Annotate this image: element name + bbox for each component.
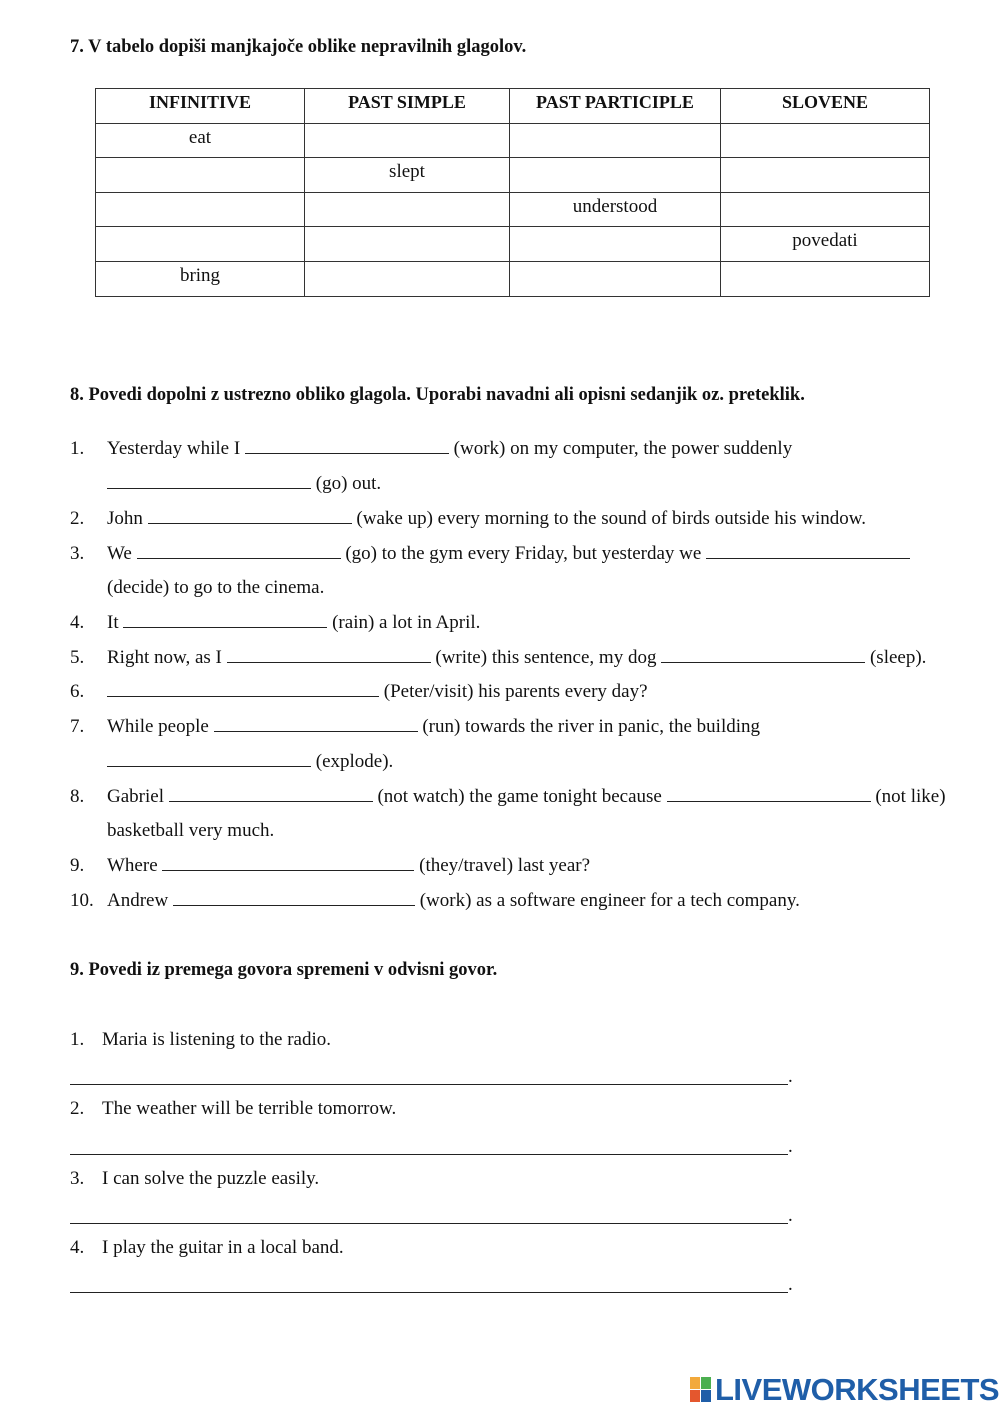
list-item xyxy=(107,786,946,808)
answer-blank[interactable] xyxy=(107,752,311,767)
table-cell-blank[interactable] xyxy=(721,123,930,158)
logo-text: LIVEWORKSHEETS xyxy=(715,1372,1000,1407)
end-period: . xyxy=(788,1066,793,1087)
item-number: 9. xyxy=(70,855,85,876)
list-item xyxy=(107,508,866,530)
column-header-past-participle: PAST PARTICIPLE xyxy=(510,89,721,124)
list-item xyxy=(107,543,910,565)
answer-line[interactable] xyxy=(70,1223,788,1224)
table-cell-blank[interactable] xyxy=(96,192,305,227)
table-cell-blank[interactable] xyxy=(721,261,930,296)
list-item-continuation xyxy=(107,577,324,599)
sentence-prompt: The weather will be terrible tomorrow. xyxy=(102,1098,397,1119)
item-text: (run) towards the river in panic, the building xyxy=(422,716,761,737)
list-item xyxy=(107,681,648,703)
answer-blank[interactable] xyxy=(169,787,373,802)
list-item-continuation xyxy=(107,751,393,773)
item-number: 4. xyxy=(70,612,85,633)
table-cell-blank[interactable] xyxy=(510,261,721,296)
column-header-slovene: SLOVENE xyxy=(721,89,930,124)
item-text: basketball very much. xyxy=(107,820,275,841)
list-item-continuation xyxy=(107,473,381,495)
list-item-continuation xyxy=(107,820,274,842)
item-text: (write) this sentence, my dog xyxy=(435,647,657,668)
table-header-row xyxy=(96,89,930,124)
item-number: 3. xyxy=(70,1168,85,1189)
answer-blank[interactable] xyxy=(214,717,418,732)
table-row xyxy=(96,123,930,158)
item-text: (not watch) the game tonight because xyxy=(377,786,662,807)
table-cell-blank[interactable] xyxy=(96,158,305,193)
end-period: . xyxy=(788,1136,793,1157)
answer-blank[interactable] xyxy=(123,613,327,628)
answer-blank[interactable] xyxy=(227,648,431,663)
list-item xyxy=(107,855,590,877)
item-text: (Peter/visit) his parents every day? xyxy=(383,681,648,702)
task8-heading: 8. Povedi dopolni z ustrezno obliko glagola. Uporabi navadni ali opisni sedanjik oz. preteklik. xyxy=(70,385,805,405)
irregular-verbs-table xyxy=(95,88,930,297)
table-row xyxy=(96,261,930,296)
column-header-past-simple: PAST SIMPLE xyxy=(305,89,510,124)
column-header-infinitive: INFINITIVE xyxy=(96,89,305,124)
item-text: (wake up) every morning to the sound of birds outside his window. xyxy=(356,508,866,529)
task7-heading: 7. V tabelo dopiši manjkajoče oblike nepravilnih glagolov. xyxy=(70,37,527,57)
liveworksheets-logo xyxy=(690,1372,999,1408)
item-text: Right now, as I xyxy=(107,647,222,668)
list-item xyxy=(107,890,800,912)
item-number: 2. xyxy=(70,1098,85,1119)
answer-blank[interactable] xyxy=(667,787,871,802)
item-number: 2. xyxy=(70,508,85,529)
item-text: (not like) xyxy=(875,786,946,807)
answer-blank[interactable] xyxy=(706,544,910,559)
item-number: 6. xyxy=(70,681,85,702)
item-number: 3. xyxy=(70,543,85,564)
table-cell-blank[interactable] xyxy=(96,227,305,262)
sentence-prompt: Maria is listening to the radio. xyxy=(102,1029,332,1050)
item-number: 4. xyxy=(70,1237,85,1258)
table-row xyxy=(96,227,930,262)
answer-line[interactable] xyxy=(70,1084,788,1085)
item-text: While people xyxy=(107,716,209,737)
table-cell: povedati xyxy=(721,227,930,262)
item-text: Andrew xyxy=(107,890,169,911)
sentence-prompt: I play the guitar in a local band. xyxy=(102,1237,344,1258)
sentence-prompt: I can solve the puzzle easily. xyxy=(102,1168,320,1189)
table-cell-blank[interactable] xyxy=(721,192,930,227)
end-period: . xyxy=(788,1274,793,1295)
item-text: (they/travel) last year? xyxy=(419,855,591,876)
answer-line[interactable] xyxy=(70,1292,788,1293)
item-text: (decide) to go to the cinema. xyxy=(107,577,325,598)
answer-blank[interactable] xyxy=(162,856,414,871)
answer-line[interactable] xyxy=(70,1154,788,1155)
item-text: (rain) a lot in April. xyxy=(332,612,481,633)
item-text: (work) as a software engineer for a tech company. xyxy=(419,890,800,911)
answer-blank[interactable] xyxy=(245,439,449,454)
table-cell: understood xyxy=(510,192,721,227)
item-number: 10. xyxy=(70,890,94,911)
answer-blank[interactable] xyxy=(107,682,379,697)
table-cell: slept xyxy=(305,158,510,193)
item-text: We xyxy=(107,543,132,564)
table-cell-blank[interactable] xyxy=(510,227,721,262)
answer-blank[interactable] xyxy=(107,474,311,489)
answer-blank[interactable] xyxy=(148,509,352,524)
item-number: 1. xyxy=(70,438,85,459)
answer-blank[interactable] xyxy=(173,891,415,906)
table-cell-blank[interactable] xyxy=(305,123,510,158)
table-cell-blank[interactable] xyxy=(305,261,510,296)
item-text: John xyxy=(107,508,143,529)
table-row xyxy=(96,192,930,227)
item-text: (go) to the gym every Friday, but yesterday we xyxy=(345,543,702,564)
logo-mark-icon xyxy=(690,1377,712,1403)
table-cell-blank[interactable] xyxy=(305,227,510,262)
table-cell: eat xyxy=(96,123,305,158)
item-text: Gabriel xyxy=(107,786,164,807)
item-text: (sleep). xyxy=(869,647,927,668)
task9-heading: 9. Povedi iz premega govora spremeni v odvisni govor. xyxy=(70,960,498,980)
item-number: 8. xyxy=(70,786,85,807)
item-text: (go) out. xyxy=(315,473,382,494)
table-cell-blank[interactable] xyxy=(510,123,721,158)
table-cell-blank[interactable] xyxy=(305,192,510,227)
item-text: (work) on my computer, the power suddenly xyxy=(453,438,793,459)
list-item xyxy=(107,647,926,669)
table-cell: bring xyxy=(96,261,305,296)
table-row xyxy=(96,158,930,193)
answer-blank[interactable] xyxy=(137,544,341,559)
list-item xyxy=(107,438,792,460)
table-cell-blank[interactable] xyxy=(721,158,930,193)
item-text: It xyxy=(107,612,119,633)
answer-blank[interactable] xyxy=(661,648,865,663)
item-text: (explode). xyxy=(315,751,394,772)
item-number: 7. xyxy=(70,716,85,737)
list-item xyxy=(107,716,760,738)
table-cell-blank[interactable] xyxy=(510,158,721,193)
list-item xyxy=(107,612,480,634)
end-period: . xyxy=(788,1205,793,1226)
item-number: 1. xyxy=(70,1029,85,1050)
item-number: 5. xyxy=(70,647,85,668)
item-text: Yesterday while I xyxy=(107,438,241,459)
item-text: Where xyxy=(107,855,158,876)
